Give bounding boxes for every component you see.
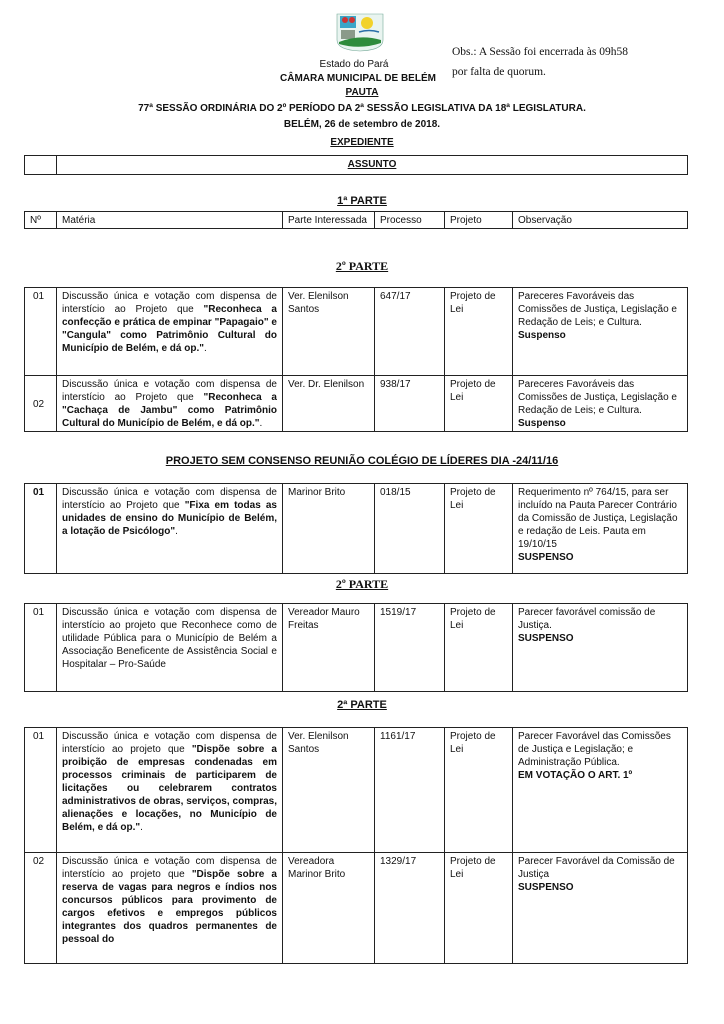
row-projeto: Projeto de Lei [445,288,513,376]
row-num: 02 [25,376,57,432]
city-crest-icon [335,12,385,52]
row-obs [513,484,688,574]
row-processo: 1161/17 [375,728,445,853]
status-text: EM VOTAÇÃO O ART. 1º [518,770,633,781]
table-row [25,288,688,376]
row-materia: Discussão única e votação com dispensa de interstício ao projeto que Reconhece como de utilidade Pública para o Município de Belém a Associação Beneficente de Assistência Social e Hospitalar – Pro-Saúde [57,604,283,692]
parte2b-title: 2º PARTE [335,577,389,591]
row-parte: Marinor Brito [283,484,375,574]
row-num: 01 [25,604,57,692]
row-parte: Vereadora Marinor Brito [283,853,375,964]
materia-text: Discussão única e votação com dispensa de interstício ao projeto que [62,731,277,755]
materia-bold: "Reconheca a confecção e prática de empinar "Papagaio" e "Cangula" como Patrimônio Cultural do Município de Belém, e dá op." [62,304,277,354]
row-processo: 938/17 [375,376,445,432]
row-projeto: Projeto de Lei [445,484,513,574]
sem-consenso-title: PROJETO SEM CONSENSO REUNIÃO COLÉGIO DE LÍDERES DIA -24/11/16 [165,455,559,467]
table-header-row [25,212,688,229]
col-num: Nº [25,212,57,229]
obs-text: Parecer Favorável da Comissão de Justiça [518,856,675,880]
obs-text: Parecer favorável comissão de Justiça. [518,607,656,631]
row-materia [57,484,283,574]
parte2c-table [24,727,688,964]
row-processo: 1519/17 [375,604,445,692]
row-num: 01 [25,484,57,574]
obs-text: Parecer Favorável das Comissões de Justiça e Legislação; e Administração Pública. [518,731,671,768]
table-row [25,728,688,853]
assunto-num-cell [25,156,57,175]
table-row [25,853,688,964]
obs-text: Pareceres Favoráveis das Comissões de Justiça, Legislação e Redação de Leis; e Cultura. [518,379,677,416]
table-row [25,484,688,574]
row-num: 01 [25,288,57,376]
materia-tail: . [175,526,178,537]
row-obs [513,728,688,853]
row-processo: 647/17 [375,288,445,376]
col-parte: Parte Interessada [283,212,375,229]
chamber-name: CÂMARA MUNICIPAL DE BELÉM [280,73,436,84]
status-text: Suspenso [518,330,566,341]
parte1-title: 1ª PARTE [337,195,387,207]
parte2b-table [24,603,688,692]
obs-text: Requerimento nº 764/15, para ser incluído na Pauta Parecer Contrário da Comissão de Justiça, Legislação e redação de Leis. Pauta em 19/10/15 [518,487,678,550]
row-projeto: Projeto de Lei [445,376,513,432]
row-num: 01 [25,728,57,853]
status-text: SUSPENSO [518,552,574,563]
parte1-table [24,211,688,229]
row-parte: Ver. Elenilson Santos [283,728,375,853]
status-text: Suspenso [518,418,566,429]
row-projeto: Projeto de Lei [445,728,513,853]
materia-bold: "Fixa em todas as unidades de ensino do Município de Belém, a lotação de Psicólogo" [62,500,277,537]
obs-line-1: Obs.: A Sessão foi encerrada às 09h58 [452,46,628,58]
row-projeto: Projeto de Lei [445,853,513,964]
row-materia [57,853,283,964]
session-date: BELÉM, 26 de setembro de 2018. [283,119,441,130]
materia-text: Discussão única e votação com dispensa de interstício ao Projeto que [62,487,277,511]
col-materia: Matéria [57,212,283,229]
materia-bold: "Reconheca a "Cachaça de Jambu" como Patrimônio Cultural do Município de Belém, e dá op." [62,392,277,429]
assunto-label: ASSUNTO [57,156,688,175]
status-text: SUSPENSO [518,633,574,644]
materia-bold: "Dispõe sobre a reserva de vagas para negros e índios nos concursos públicos para provimento de cargos efetivos e empregos públicos integrantes dos quadros permanentes de pessoal do [62,869,277,945]
col-processo: Processo [375,212,445,229]
row-processo: 018/15 [375,484,445,574]
col-projeto: Projeto [445,212,513,229]
expediente-title: EXPEDIENTE [330,137,394,148]
table-row [25,376,688,432]
materia-tail: . [259,418,263,429]
materia-text: Discussão única e votação com dispensa de interstício ao projeto que [62,856,277,880]
row-obs [513,288,688,376]
parte2a-title: 2º PARTE [335,259,389,273]
row-materia [57,376,283,432]
row-obs [513,376,688,432]
parte2a-table [24,287,688,432]
row-num: 02 [25,853,57,964]
row-processo: 1329/17 [375,853,445,964]
row-obs [513,604,688,692]
row-parte: Ver. Elenilson Santos [283,288,375,376]
pauta-title: PAUTA [345,87,379,98]
sem-consenso-table [24,483,688,574]
assunto-table [24,155,688,175]
row-materia [57,288,283,376]
materia-tail: . [140,822,143,833]
row-materia [57,728,283,853]
state-name: Estado do Pará [319,59,389,70]
row-parte: Vereador Mauro Freitas [283,604,375,692]
table-row [25,604,688,692]
row-obs [513,853,688,964]
materia-text: Discussão única e votação com dispensa de interstício ao Projeto que [62,291,277,315]
materia-tail: . [203,343,207,354]
col-observacao: Observação [513,212,688,229]
materia-text: Discussão única e votação com dispensa de interstício ao Projeto que [62,379,277,403]
obs-text: Pareceres Favoráveis das Comissões de Justiça, Legislação e Redação de Leis; e Cultura. [518,291,677,328]
obs-line-2: por falta de quorum. [452,66,546,78]
row-parte: Ver. Dr. Elenilson [283,376,375,432]
status-text: SUSPENSO [518,882,574,893]
row-projeto: Projeto de Lei [445,604,513,692]
session-title: 77ª SESSÃO ORDINÁRIA DO 2º PERÍODO DA 2ª SESSÃO LEGISLATIVA DA 18ª LEGISLATURA. [138,103,586,114]
materia-bold: "Dispõe sobre a proibição de empresas condenadas em processos criminais de participarem de licitações ou celebrarem contratos administrativos de obras, serviços, compras, alienações e locações, no Município de Belém, e dá op." [62,744,277,833]
parte2c-title: 2ª PARTE [337,699,387,711]
